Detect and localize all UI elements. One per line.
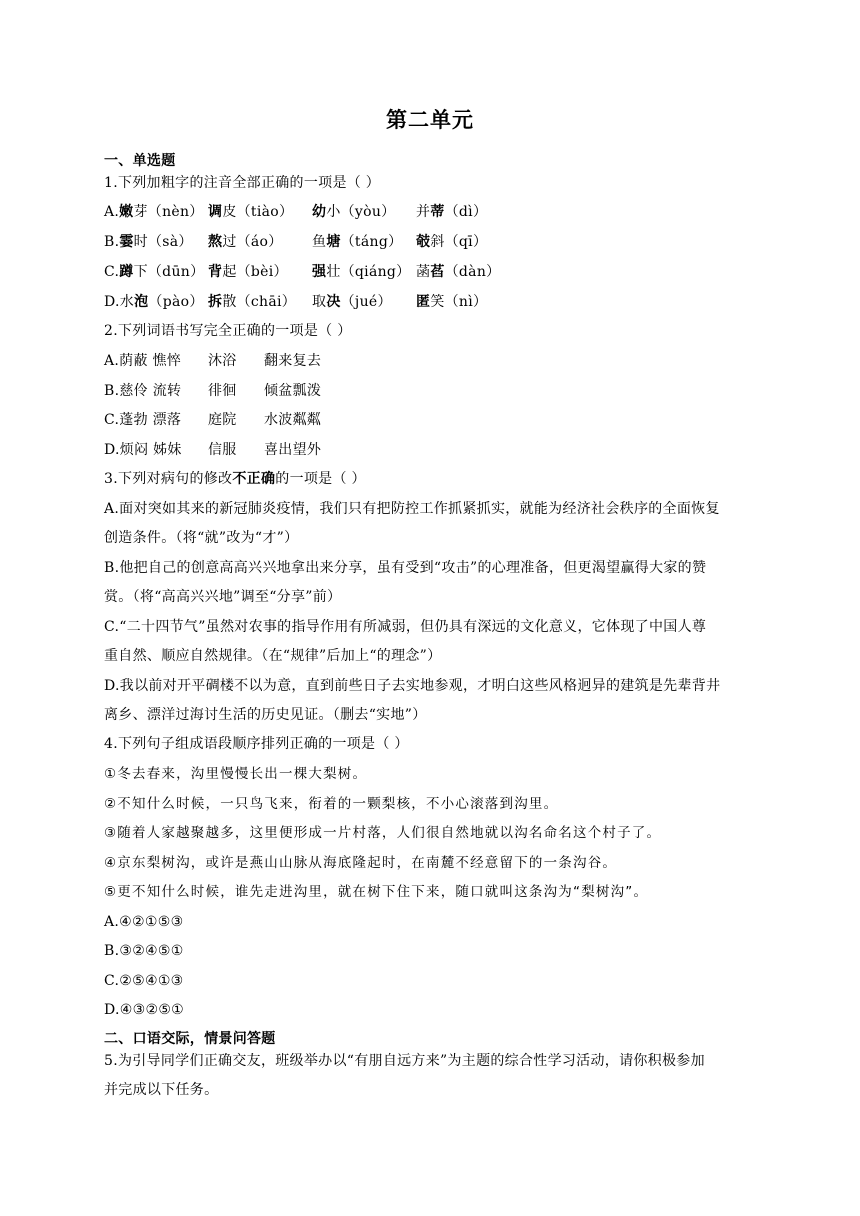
q3-option-a-line-1: A.面对突如其来的新冠肺炎疫情，我们只有把防控工作抓紧抓实，就能为经济社会秩序的全面恢复	[104, 501, 720, 517]
q1-option-d: D.水泡（pào） 拆散（chāi） 取决（jué） 匿笑（nì）	[104, 294, 488, 310]
q3-option-d-line-1: D.我以前对开平碉楼不以为意，直到前些日子去实地参观，才明白这些风格迥异的建筑是先辈背井	[104, 678, 721, 694]
q4-option-a: A.④②①⑤③	[104, 914, 184, 930]
q4-sentence-2: ②不知什么时候，一只鸟飞来，衔着的一颗梨核，不小心滚落到沟里。	[104, 796, 559, 812]
q3-option-b-line-1: B.他把自己的创意高高兴兴地拿出来分享，虽有受到“攻击”的心理准备，但更渴望赢得大家的赞	[104, 560, 707, 576]
q2-option-c: C.蓬勃 漂落 庭院 水波粼粼	[104, 412, 322, 428]
q4-option-c: C.②⑤④①③	[104, 973, 184, 989]
section-heading-oral-communication: 二、口语交际，情景问答题	[104, 1031, 276, 1047]
q4-sentence-3: ③随着人家越聚越多，这里便形成一片村落，人们很自然地就以沟名命名这个村子了。	[104, 825, 662, 841]
q4-option-b: B.③②④⑤①	[104, 943, 184, 959]
q4-sentence-5: ⑤更不知什么时候，谁先走进沟里，就在树下住下来，随口就叫这条沟为“梨树沟”。	[104, 884, 649, 900]
question-2-stem: 2.下列词语书写完全正确的一项是（ ）	[104, 323, 352, 339]
q1-option-c: C.蹲下（dūn） 背起（bèi） 强壮（qiáng） 菡萏（dàn）	[104, 264, 501, 280]
q3-option-c-line-1: C.“二十四节气”虽然对农事的指导作用有所减弱，但仍具有深远的文化意义，它体现了中国人尊	[104, 619, 707, 635]
q4-sentence-1: ①冬去春来，沟里慢慢长出一棵大梨树。	[104, 766, 368, 782]
question-5-line-2: 并完成以下任务。	[104, 1082, 219, 1098]
question-3-stem: 3.下列对病句的修改不正确的一项是（ ）	[104, 471, 366, 487]
q1-option-b: B.霎时（sà） 熬过（áo） 鱼塘（táng） 攲斜（qī）	[104, 234, 488, 250]
q2-option-b: B.慈伶 流转 徘徊 倾盆瓢泼	[104, 383, 322, 399]
q3-option-c-line-2: 重自然、顺应自然规律。（在“规律”后加上“的理念”）	[104, 648, 442, 664]
section-heading-single-choice: 一、单选题	[104, 153, 176, 169]
q2-option-d: D.烦闷 姊妹 信服 喜出望外	[104, 442, 322, 458]
q3-option-a-line-2: 创造条件。（将“就”改为“才”）	[104, 530, 299, 546]
q3-option-d-line-2: 离乡、漂洋过海讨生活的历史见证。（删去“实地”）	[104, 707, 427, 723]
question-4-stem: 4.下列句子组成语段顺序排列正确的一项是（ ）	[104, 736, 409, 752]
q1-option-a: A.嫩芽（nèn） 调皮（tiào） 幼小（yòu） 并蒂（dì）	[104, 204, 488, 220]
q4-option-d: D.④③②⑤①	[104, 1002, 185, 1018]
question-5-line-1: 5.为引导同学们正确交友，班级举办以“有朋自远方来”为主题的综合性学习活动，请你积极参加	[104, 1053, 705, 1069]
q4-sentence-4: ④京东梨树沟，或许是燕山山脉从海底隆起时，在南麓不经意留下的一条沟谷。	[104, 855, 618, 871]
question-1-stem: 1.下列加粗字的注音全部正确的一项是（ ）	[104, 175, 381, 191]
q2-option-a: A.荫蔽 憔悴 沐浴 翻来复去	[104, 353, 322, 369]
q3-option-b-line-2: 赏。（将“高高兴兴地”调至“分享”前）	[104, 589, 342, 605]
page-title: 第二单元	[386, 108, 474, 132]
